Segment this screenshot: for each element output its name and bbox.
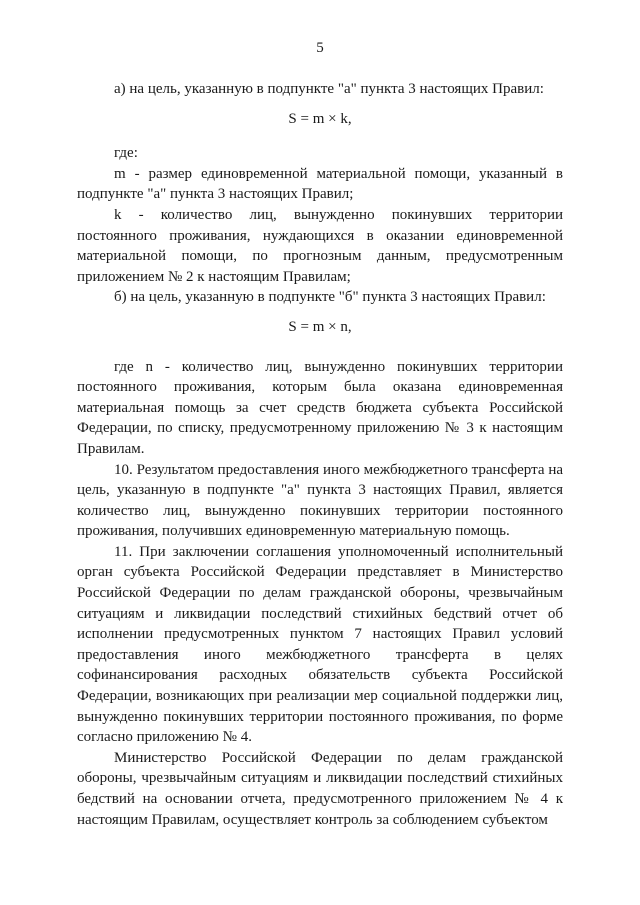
paragraph-a-intro: а) на цель, указанную в подпункте "а" пункта 3 настоящих Правил: [114, 81, 544, 97]
paragraph-ministry-control: Министерство Российской Федерации по делам гражданской обороны, чрезвычайным ситуациям и ликвидации последствий стихийных бедствий на основании отчета, предусмотренного приложением № 4 к настоящим Правилам, осуществляет контроль за соблюдением субъектом [77, 749, 563, 828]
paragraph-where: где: [114, 145, 138, 162]
page-number: 5 [316, 40, 324, 56]
formula-s-m-n: S = m × n, [288, 318, 352, 335]
definition-k: k - количество лиц, вынужденно покинувших территории постоянного проживания, нуждающихся в оказании единовременной материальной помощи, по прогнозным данным, предусмотренным приложением № 2 к настоящим Правилам; [77, 206, 563, 285]
formula-s-m-k: S = m × k, [288, 110, 352, 127]
document-body [77, 79, 563, 830]
paragraph-11: 11. При заключении соглашения уполномоченный исполнительный орган субъекта Российской Федерации представляет в Министерство Российской Федерации по делам гражданской обороны, чрезвычайным ситуациям и ликвидации последствий стихийных бедствий отчет об исполнении предусмотренных пунктом 7 настоящих Правил условий предоставления иного межбюджетного трансферта в целях софинансирования расходных обязательств субъекта Российской Федерации, возникающих при реализации мер социальной поддержки лиц, вынужденно покинувших территории постоянного проживания, по форме согласно приложению № 4. [77, 543, 563, 746]
definition-n: где n - количество лиц, вынужденно покинувших территории постоянного проживания, которым была оказана единовременная материальная помощь за счет средств бюджета субъекта Российской Федерации, по списку, предусмотренному приложению № 3 к настоящим Правилам. [77, 358, 563, 457]
definition-m: m - размер единовременной материальной помощи, указанный в подпункте "а" пункта 3 настоящих Правил; [77, 165, 563, 203]
paragraph-10: 10. Результатом предоставления иного межбюджетного трансферта на цель, указанную в подпункте "а" пункта 3 настоящих Правил, является количество лиц, вынужденно покинувших территории постоянного проживания, получивших единовременную материальную помощь. [77, 461, 563, 540]
paragraph-b-intro: б) на цель, указанную в подпункте "б" пункта 3 настоящих Правил: [114, 289, 546, 306]
